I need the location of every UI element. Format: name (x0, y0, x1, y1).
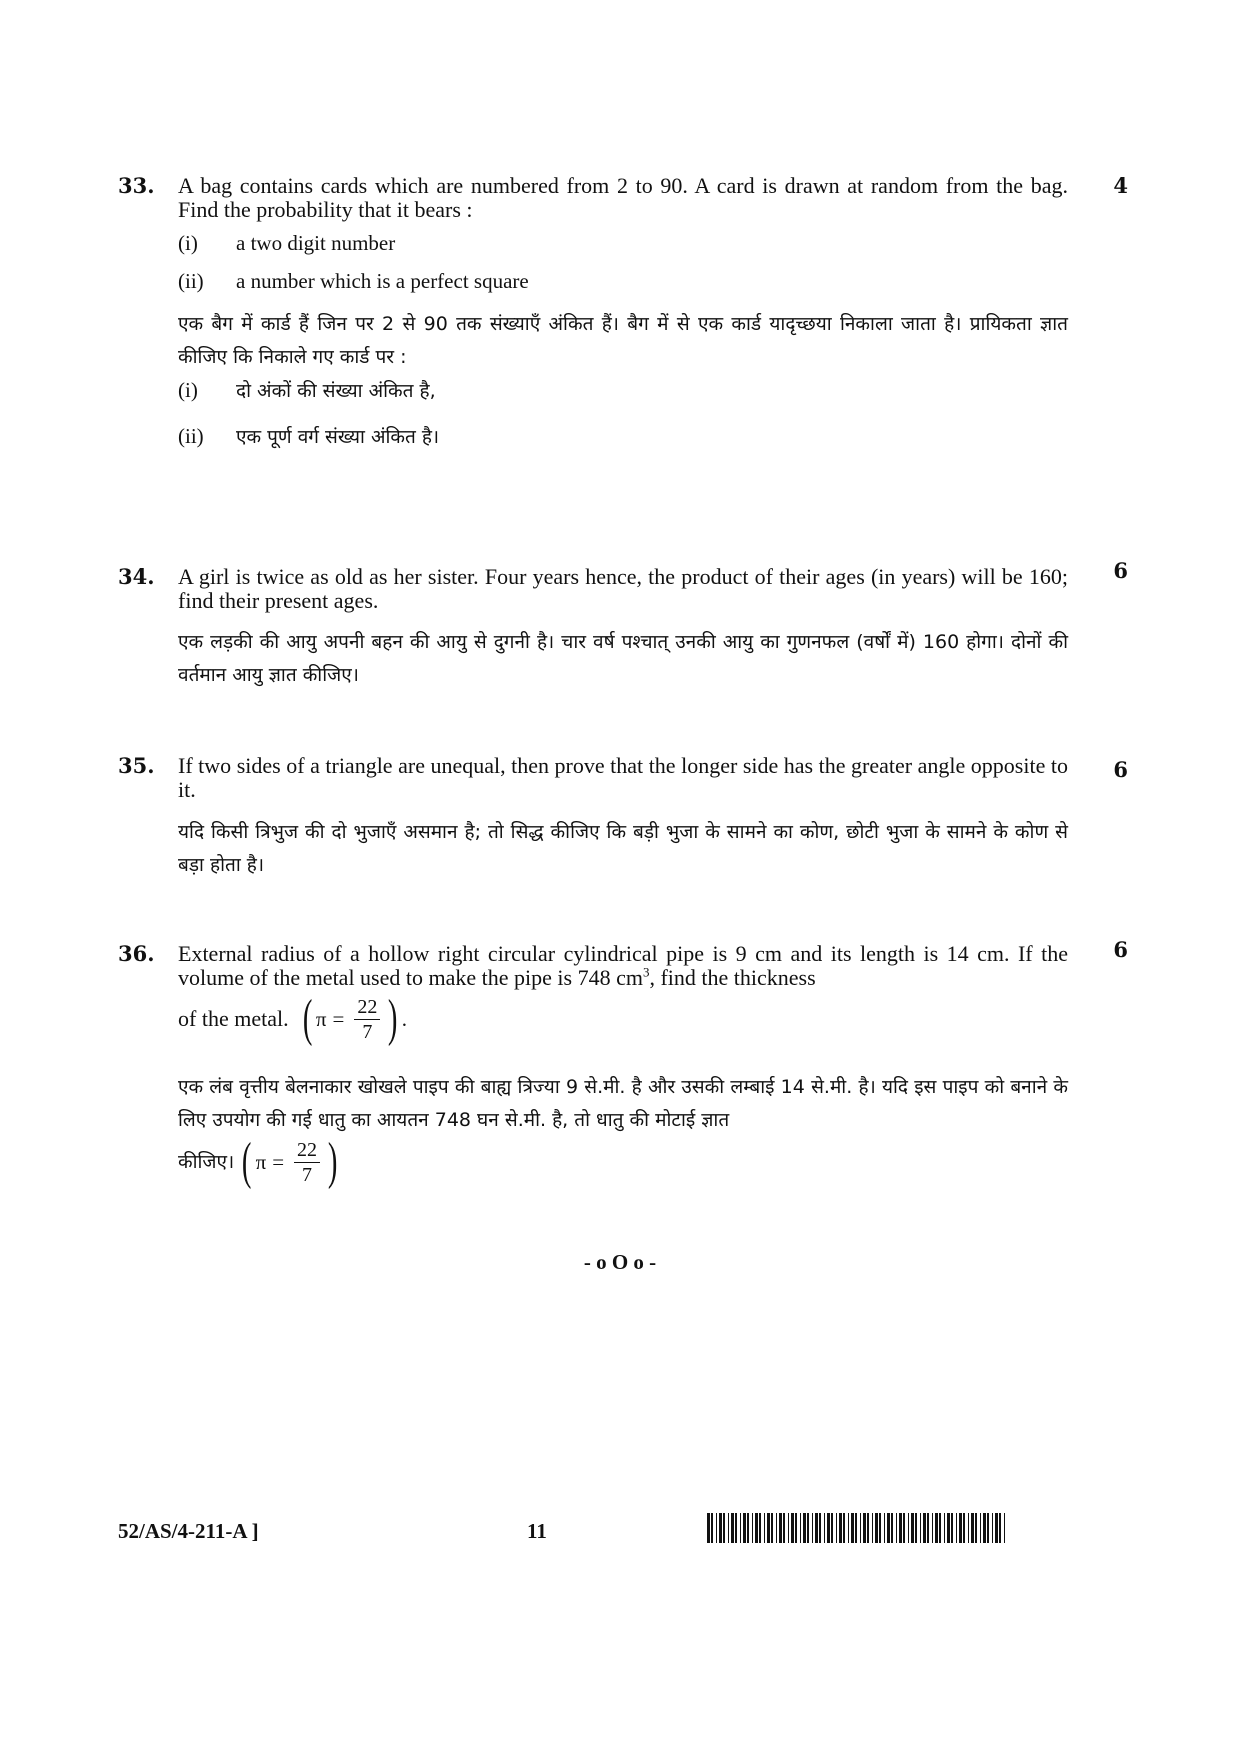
page-number: 11 (527, 1519, 547, 1543)
question-text-hindi: एक लड़की की आयु अपनी बहन की आयु से दुगनी है। चार वर्ष पश्चात् उनकी आयु का गुणनफल (वर्षों में) 160 होगा। दोनों की वर्तमान आयु ज्ञात कीजिए। (178, 631, 1068, 686)
option-text: a two digit number (236, 231, 396, 255)
pi-value-formula-hindi (238, 1133, 341, 1190)
question-text-hindi: यदि किसी त्रिभुज की दो भुजाएँ असमान है; तो सिद्ध कीजिए कि बड़ी भुजा के सामने का कोण, छोटी भुजा के सामने के कोण से बड़ा होता है। (178, 821, 1068, 876)
option-text: एक पूर्ण वर्ग संख्या अंकित है। (236, 426, 440, 448)
question-number: 36. (118, 941, 155, 966)
right-paren-icon: ) (327, 1133, 338, 1190)
end-period: . (401, 1007, 407, 1031)
question-number: 33. (118, 173, 155, 198)
equals-sign: = (332, 1007, 345, 1031)
option-text: दो अंकों की संख्या अंकित है, (236, 380, 436, 402)
question-marks: 6 (1113, 757, 1128, 782)
option-hindi-ii (178, 423, 439, 449)
option-english-i (178, 231, 395, 256)
right-paren-icon: ) (388, 990, 398, 1047)
pi-symbol: π (255, 1149, 267, 1174)
hindi-pi-line (178, 1133, 341, 1190)
question-text-english: A girl is twice as old as her sister. Four years hence, the product of their ages (in years) will be 160; find their present ages. (178, 564, 1068, 613)
fraction (354, 995, 380, 1044)
question-text-english (178, 942, 1068, 990)
left-paren-icon: ( (302, 990, 313, 1047)
equals-sign: = (272, 1149, 285, 1174)
question-text-hindi: एक बैग में कार्ड हैं जिन पर 2 से 90 तक संख्याएँ अंकित हैं। बैग में से एक कार्ड यादृच्छया निकाला जाता है। प्रायिकता ज्ञात कीजिए कि निकाले गए कार्ड पर : (178, 313, 1068, 368)
left-paren-icon: ( (242, 1133, 252, 1190)
english-text-part2: , find the thickness (649, 965, 816, 990)
question-marks: 4 (1113, 173, 1128, 198)
question-marks: 6 (1113, 558, 1128, 583)
question-marks: 6 (1113, 937, 1128, 962)
paper-code: 52/AS/4-211-A ] (118, 1519, 259, 1543)
fraction-numerator: 22 (354, 995, 380, 1020)
pi-symbol: π (315, 1007, 327, 1031)
question-text-english: If two sides of a triangle are unequal, then prove that the longer side has the greater angle opposite to it. (178, 753, 1068, 802)
option-text: a number which is a perfect square (236, 269, 529, 293)
english-text-part1: External radius of a hollow right circular cylindrical pipe is 9 cm and its length is 14 cm. If the volume of the metal used to make the pipe is 748 cm (178, 941, 1068, 990)
end-separator: - o O o - (583, 1250, 657, 1274)
pi-value-formula (299, 990, 407, 1047)
english-pi-line (178, 990, 407, 1047)
fraction-denominator: 7 (362, 1020, 373, 1043)
hindi-line3: कीजिए। (178, 1150, 235, 1173)
fraction (294, 1138, 320, 1187)
question-text-hindi: एक लंब वृत्तीय बेलनाकार खोखले पाइप की बाह्य त्रिज्या 9 से.मी. है और उसकी लम्बाई 14 से.मी. है। यदि इस पाइप को बनाने के लिए उपयोग की गई धातु का आयतन 748 घन से.मी. है, तो धातु की मोटाई ज्ञात (178, 1076, 1068, 1131)
option-roman: (i) (178, 378, 198, 402)
english-line3: of the metal. (178, 1006, 289, 1031)
question-text-english: A bag contains cards which are numbered from 2 to 90. A card is drawn at random from the bag. Find the probability that it bears : (178, 173, 1068, 222)
option-roman: (ii) (178, 269, 204, 293)
fraction-numerator: 22 (294, 1138, 320, 1163)
option-hindi-i (178, 377, 436, 403)
superscript-cube: 3 (642, 964, 650, 980)
option-english-ii (178, 269, 529, 294)
question-number: 34. (118, 564, 155, 589)
fraction-denominator: 7 (302, 1163, 313, 1186)
question-number: 35. (118, 753, 155, 778)
option-roman: (ii) (178, 424, 204, 448)
barcode-icon (707, 1513, 1009, 1543)
option-roman: (i) (178, 231, 198, 255)
